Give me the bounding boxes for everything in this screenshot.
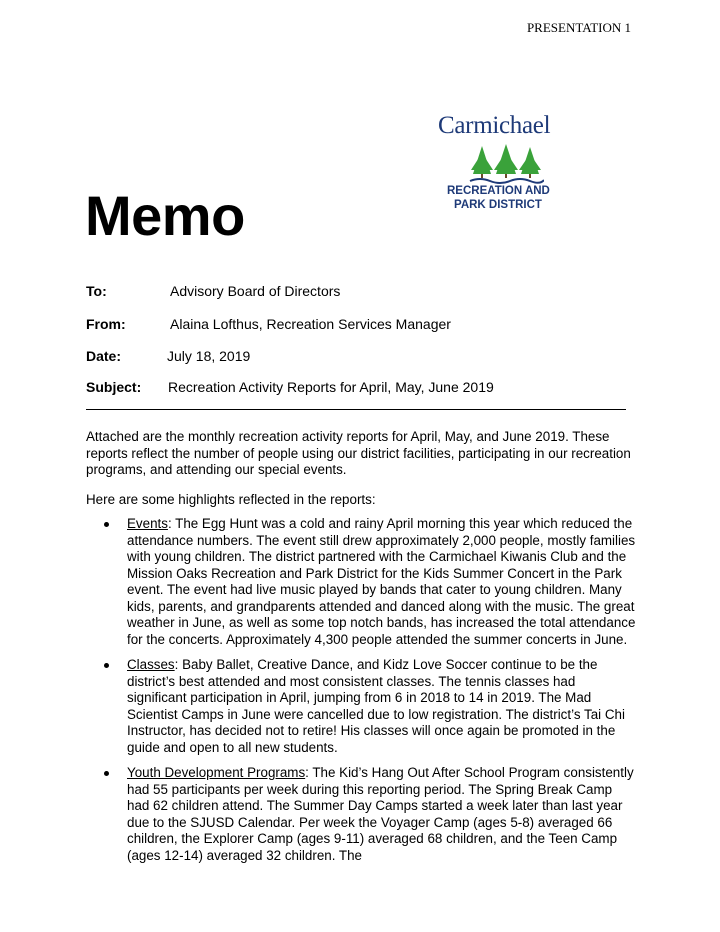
highlight-term: Youth Development Programs <box>127 765 306 780</box>
district-logo <box>438 112 578 216</box>
highlight-text: : The Kid’s Hang Out After School Program consistently had 55 participants per week during this reporting period. The Spring Break Camp had 62 children attend. The Summer Day Camps started a week later than last year due to the SJUSD Calendar. Per week the Voyager Camp (ages 5-8) averaged 66 children, the Explorer Camp (ages 9-11) averaged 68 children, and the Teen Camp (ages 12-14) averaged 32 children. The <box>127 765 634 863</box>
from-label: From: <box>86 316 126 332</box>
logo-line-2: PARK DISTRICT <box>454 199 542 211</box>
logo-line-1: RECREATION AND <box>447 185 550 197</box>
highlight-text: : The Egg Hunt was a cold and rainy April morning this year which reduced the attendance numbers. The event still drew approximately 2,000 people, mostly families with young children. The district partnered with the Carmichael Kiwanis Club and the Mission Oaks Recreation and Park District for the Kids Summer Concert in the Park event. The event had live music played by bands that cater to young children. Many kids, parents, and grandparents attended and danced along with the music. The great weather in June, as well as some top notch bands, has increased the total attendance for the concerts. Approximately 4,300 people attended the summer concerts in June. <box>127 516 636 647</box>
highlight-term: Events <box>127 516 168 531</box>
highlights-list <box>86 516 638 873</box>
date-label: Date: <box>86 348 122 364</box>
pine-trees-icon <box>468 144 544 186</box>
to-label: To: <box>86 283 107 299</box>
bullet-icon <box>104 522 109 527</box>
intro-paragraph: Attached are the monthly recreation activity reports for April, May, and June 2019. These reports reflect the number of people using our district facilities, participating in our recreation programs, and attending our special events. <box>86 429 631 477</box>
date-value: July 18, 2019 <box>167 348 251 364</box>
to-value: Advisory Board of Directors <box>170 283 341 299</box>
list-item <box>86 765 638 864</box>
memo-title: Memo <box>85 184 245 247</box>
subject-value: Recreation Activity Reports for April, May, June 2019 <box>168 379 494 395</box>
header-divider <box>86 409 626 410</box>
logo-wordmark: Carmichael <box>438 112 551 139</box>
highlight-text: : Baby Ballet, Creative Dance, and Kidz Love Soccer continue to be the district’s best attended and most consistent classes. The tennis classes had significant participation in April, jumping from 6 in 2018 to 14 in 2019. The Mad Scientist Camps in June were cancelled due to low registration. The district’s Tai Chi Instructor, has decided not to retire! His classes will once again be promoted in the guide and open to all new students. <box>127 657 625 755</box>
highlights-lead: Here are some highlights reflected in the reports: <box>86 492 376 507</box>
list-item <box>86 516 638 648</box>
subject-label: Subject: <box>86 379 142 395</box>
list-item <box>86 657 638 756</box>
bullet-icon <box>104 663 109 668</box>
bullet-icon <box>104 771 109 776</box>
highlight-term: Classes <box>127 657 175 672</box>
page-header: PRESENTATION 1 <box>526 20 631 35</box>
from-value: Alaina Lofthus, Recreation Services Manager <box>170 316 451 332</box>
